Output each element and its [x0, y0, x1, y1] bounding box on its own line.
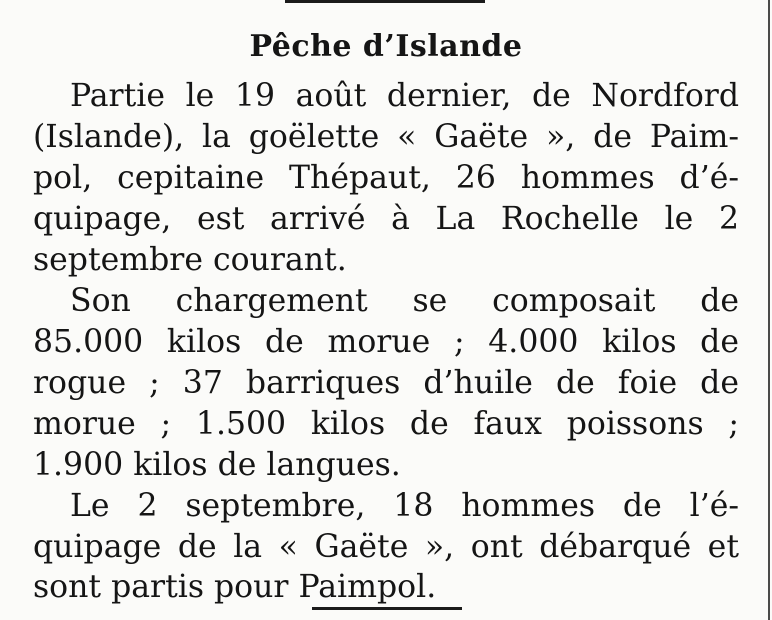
paragraph-1-line-5: septembre courant.: [33, 242, 347, 278]
paragraph-2-line-1: Son chargement se composait de: [70, 283, 739, 319]
paragraph-1-line-2: (Islande), la goëlette « Gaëte », de Paim-: [33, 119, 739, 155]
paragraph-2-line-3: rogue ; 37 barriques d’huile de foie de: [33, 365, 739, 401]
bottom-separator-rule: [312, 607, 462, 610]
paragraph-2-line-5: 1.900 kilos de langues.: [33, 447, 401, 483]
paragraph-1-line-1: Partie le 19 août dernier, de Nordford: [70, 78, 739, 114]
paragraph-2-line-4: morue ; 1.500 kilos de faux poissons ;: [33, 406, 739, 442]
paragraph-3-line-2: quipage de la « Gaëte », ont débarqué et: [33, 529, 739, 565]
top-separator-rule: [285, 0, 485, 3]
paragraph-3-line-3: sont partis pour Paimpol.: [33, 569, 437, 605]
paragraph-2-line-2: 85.000 kilos de morue ; 4.000 kilos de: [33, 324, 739, 360]
column-edge-line: [768, 0, 770, 620]
article-title: Pêche d’Islande: [249, 29, 523, 64]
paragraph-1-line-4: quipage, est arrivé à La Rochelle le 2: [33, 201, 739, 237]
paragraph-3-line-1: Le 2 septembre, 18 hommes de l’é-: [70, 488, 739, 524]
paragraph-1-line-3: pol, cepitaine Thépaut, 26 hommes d’é-: [33, 160, 739, 196]
